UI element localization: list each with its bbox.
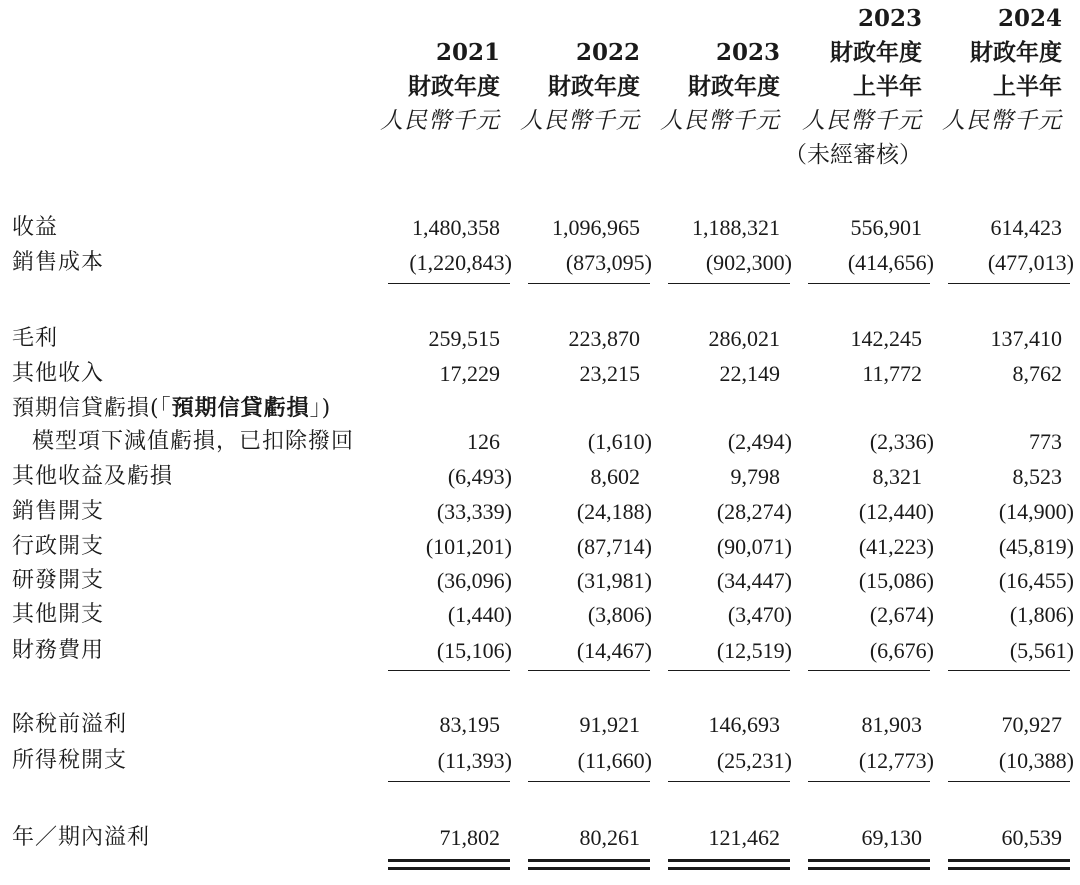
row-value: 80,261 [579,825,640,850]
column-header-period-label: 上半年 [853,73,922,100]
subtotal-rule [388,781,510,782]
row-value: (101,201) [425,534,512,559]
row-label: 其他開支 [12,602,105,627]
subtotal-rule [668,670,790,671]
table-row [0,425,1080,459]
row-value: (33,339) [436,499,512,524]
row-value: 137,410 [990,326,1062,351]
row-value: (87,714) [576,534,652,559]
row-label: 除稅前溢利 [12,712,128,737]
row-value: (1,610) [587,429,652,454]
row-value: (24,188) [576,499,652,524]
column-header-year: 2023 [857,5,922,32]
row-value: 22,149 [719,361,780,386]
row-value: (12,440) [858,499,934,524]
table-row [0,211,1080,245]
subtotal-rule [948,670,1070,671]
column-header-period: 財政年度 [830,39,922,66]
row-value: (1,440) [447,602,512,627]
row-value: (45,819) [998,534,1074,559]
total-double-rule [528,859,650,870]
row-value: 121,462 [708,825,780,850]
row-label: 銷售成本 [12,250,105,275]
row-value: 69,130 [861,825,922,850]
row-value: (1,220,843) [409,250,512,275]
table-row [0,634,1080,668]
row-value: 259,515 [428,326,500,351]
row-value: (3,806) [587,602,652,627]
subtotal-rule [808,283,930,284]
row-label: 模型項下減值虧損，已扣除撥回 [32,429,355,454]
row-value: (2,494) [727,429,792,454]
subtotal-rule [668,283,790,284]
row-value: (36,096) [436,568,512,593]
row-label-defined-term: 預期信貸虧損 [171,395,310,421]
column-header-fy2022 [500,36,640,138]
row-label: 財務費用 [12,638,105,663]
row-value: 60,539 [1001,825,1062,850]
table-row [0,598,1080,632]
row-value: (873,095) [565,250,652,275]
column-header-period: 2022 [575,39,640,66]
total-double-rule [388,859,510,870]
row-label: 其他收益及虧損 [12,464,174,489]
column-header-1h2023 [782,2,922,172]
row-value: (10,388) [998,748,1074,773]
row-value: 1,096,965 [552,215,640,240]
row-value: 8,762 [1012,361,1062,386]
column-header-unit: 人民幣千元 [660,108,780,134]
column-header-unit: 人民幣千元 [380,108,500,134]
row-value: (15,106) [436,638,512,663]
row-value: 146,693 [708,712,780,737]
table-row [0,564,1080,598]
row-label-prefix: 預期信貸虧損(「 [12,396,172,421]
subtotal-rule [668,781,790,782]
table-row [0,322,1080,356]
column-header-unaudited-note: （未經審核） [784,142,922,168]
total-double-rule [808,859,930,870]
subtotal-rule [528,283,650,284]
row-value: 17,229 [439,361,500,386]
row-value: (12,773) [858,748,934,773]
subtotal-rule [388,283,510,284]
row-value: (14,900) [998,499,1074,524]
row-value: 8,321 [872,464,922,489]
row-value: (16,455) [998,568,1074,593]
row-value: (12,519) [716,638,792,663]
table-row [0,391,1080,425]
row-value: 23,215 [579,361,640,386]
table-row [0,460,1080,494]
row-value: (6,676) [869,638,934,663]
subtotal-rule [528,670,650,671]
row-value: (5,561) [1009,638,1074,663]
column-header-period-label: 上半年 [993,73,1062,100]
row-value: 71,802 [439,825,500,850]
subtotal-rule [948,283,1070,284]
row-value: (11,393) [437,748,512,773]
table-row [0,530,1080,564]
subtotal-rule [808,670,930,671]
row-value: 223,870 [568,326,640,351]
subtotal-rule [388,670,510,671]
table-row [0,708,1080,742]
row-value: (14,467) [576,638,652,663]
row-value: (41,223) [858,534,934,559]
row-value: (2,674) [869,602,934,627]
row-value: (90,071) [716,534,792,559]
column-header-fy2021 [360,36,500,138]
row-value: 8,523 [1012,464,1062,489]
table-row [0,495,1080,529]
subtotal-rule [808,781,930,782]
row-label: 其他收入 [12,361,105,386]
row-value: 1,188,321 [692,215,780,240]
row-value: (902,300) [705,250,792,275]
column-header-period: 2023 [715,39,780,66]
row-label: 銷售開支 [12,499,105,524]
row-value: (3,470) [727,602,792,627]
row-value: 81,903 [861,712,922,737]
table-row [0,357,1080,391]
row-value: (31,981) [576,568,652,593]
row-value: 8,602 [590,464,640,489]
row-label: 毛利 [12,326,59,351]
subtotal-rule [948,781,1070,782]
row-label: 收益 [12,215,59,240]
row-value: 286,021 [708,326,780,351]
column-header-1h2024 [922,2,1062,138]
column-header-unit: 人民幣千元 [942,108,1062,134]
row-value: (34,447) [716,568,792,593]
row-value: 142,245 [850,326,922,351]
row-label [12,391,331,426]
row-value: (477,013) [987,250,1074,275]
row-label: 年／期內溢利 [12,825,151,850]
row-value: (11,660) [577,748,652,773]
row-value: (414,656) [847,250,934,275]
row-label: 所得稅開支 [12,748,128,773]
row-value: 614,423 [990,215,1062,240]
row-value: (15,086) [858,568,934,593]
column-header-period-label: 財政年度 [688,73,780,100]
row-value: 9,798 [730,464,780,489]
row-value: (1,806) [1009,602,1074,627]
row-value: (2,336) [869,429,934,454]
table-row [0,246,1080,280]
row-label: 行政開支 [12,534,105,559]
row-value: (6,493) [447,464,512,489]
row-value: 773 [1029,429,1062,454]
row-value: (28,274) [716,499,792,524]
total-double-rule [948,859,1070,870]
column-header-unit: 人民幣千元 [802,108,922,134]
subtotal-rule [528,781,650,782]
column-header-year: 2024 [997,5,1062,32]
row-label: 研發開支 [12,568,105,593]
row-value: 11,772 [862,361,922,386]
table-row [0,744,1080,778]
column-header-period-label: 財政年度 [408,73,500,100]
row-value: 1,480,358 [412,215,500,240]
row-label-suffix: 」) [309,396,332,421]
column-header-fy2023 [640,36,780,138]
row-value: 91,921 [579,712,640,737]
row-value: 556,901 [850,215,922,240]
row-value: 126 [467,429,500,454]
table-row [0,821,1080,855]
column-header-period: 財政年度 [970,39,1062,66]
row-value: 70,927 [1001,712,1062,737]
column-header-unit: 人民幣千元 [520,108,640,134]
total-double-rule [668,859,790,870]
row-value: (25,231) [716,748,792,773]
row-value: 83,195 [439,712,500,737]
column-header-period: 2021 [435,39,500,66]
column-header-period-label: 財政年度 [548,73,640,100]
